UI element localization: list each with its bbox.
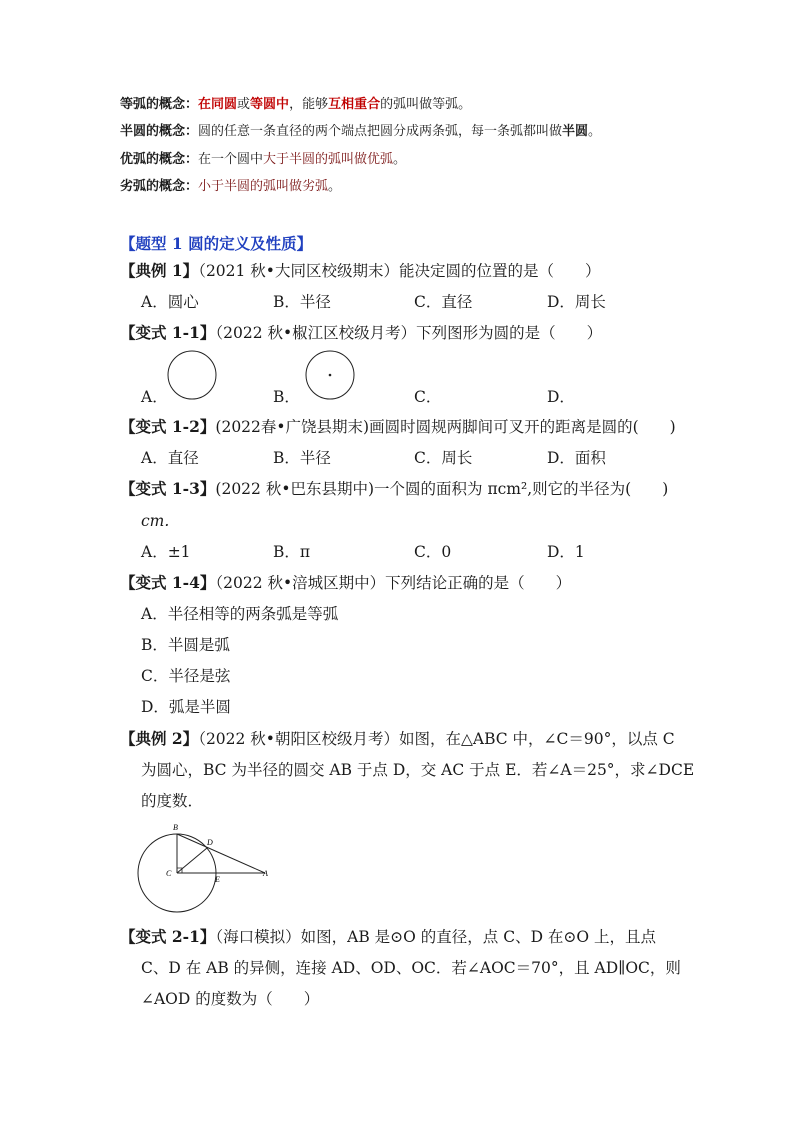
definition-text-segment: ，能够 (289, 97, 329, 112)
question-tag: 【变式 2-1】 (120, 927, 216, 946)
option-a: A．直径 (141, 449, 199, 467)
definition-equal-arc (120, 96, 471, 114)
question-text: （2022 秋•涪城区期中）下列结论正确的是（ ） (215, 574, 572, 592)
circle-figure-b (303, 351, 357, 401)
definition-text-segment: 在同圆 (198, 97, 238, 112)
question-tag: 【变式 1-4】 (120, 573, 216, 592)
question-text: （2022 秋•椒江区校级月考）下列图形为圆的是（ ） (215, 324, 603, 342)
question-variant-1-3 (120, 478, 668, 500)
question-text-line-2: C、D 在 AB 的异侧，连接 AD、OD、OC．若∠AOC＝70°，且 AD∥OC，则 (141, 959, 681, 977)
option-b: B．半圆是弧 (141, 636, 230, 654)
definition-text-segment: 互相重合 (328, 97, 381, 112)
definition-term: 优弧的概念： (120, 152, 199, 167)
question-variant-2-1 (120, 926, 656, 948)
question-text: （2021 秋•大同区校级期末）能决定圆的位置的是（ ） (198, 262, 601, 280)
definition-term: 等弧的概念： (120, 97, 199, 112)
option-b: B．半径 (273, 293, 331, 311)
definition-text-segment: 圆的任意一条直径的两个端点把圆分成两条弧，每一条弧都叫做 (198, 124, 563, 139)
option-c: C．0 (414, 543, 452, 561)
option-b: B．π (273, 543, 311, 561)
option-d: D．弧是半圆 (141, 698, 231, 716)
label-d: D (207, 838, 213, 847)
segment-ab (177, 834, 265, 873)
label-a: A (263, 869, 268, 878)
definition-text-segment: 大于半圆的弧叫做优弧 (263, 152, 394, 167)
definition-text-segment: 或 (237, 97, 251, 112)
question-text-line-1: （2022 秋•朝阳区校级月考）如图，在△ABC 中，∠C＝90°，以点 C (198, 730, 675, 748)
option-a: A．±1 (141, 543, 191, 561)
question-tag: 【变式 1-1】 (120, 323, 216, 342)
definition-text-segment: 在一个圆中 (198, 152, 264, 167)
section-title: 【题型 1 圆的定义及性质】 (120, 234, 313, 253)
definition-text-segment: 小于半圆的弧叫做劣弧 (198, 179, 329, 194)
question-tag: 【变式 1-3】 (120, 479, 216, 498)
definition-text-segment: 。 (393, 152, 407, 167)
definition-term: 半圆的概念： (120, 124, 199, 139)
question-variant-1-1 (120, 322, 602, 344)
option-c: C．周长 (414, 449, 473, 467)
definition-semicircle (120, 123, 601, 141)
definition-major-arc (120, 151, 406, 169)
question-text-line-3: ∠AOD 的度数为（ ） (141, 990, 320, 1008)
segment-cd (177, 848, 207, 873)
definition-text-segment: 半圆 (562, 124, 589, 139)
question-text-line-3: 的度数． (141, 792, 204, 810)
label-c: C (166, 869, 172, 878)
label-b: B (173, 823, 178, 832)
question-example-2 (120, 728, 675, 750)
question-variant-1-2 (120, 416, 676, 438)
option-c: C．直径 (414, 293, 473, 311)
option-d: D．面积 (547, 449, 606, 467)
option-d: D．1 (547, 543, 585, 561)
question-text: (2022春•广饶县期末)画圆时圆规两脚间可叉开的距离是圆的( ) (215, 418, 676, 436)
geometry-figure-triangle-circle (135, 818, 280, 918)
option-b: B． (273, 388, 300, 406)
definition-term: 劣弧的概念： (120, 179, 199, 194)
question-tag: 【典例 2】 (120, 729, 199, 748)
definition-text-segment: 等圆中 (250, 97, 290, 112)
definition-text-segment: 。 (588, 124, 602, 139)
option-c: C． (414, 388, 442, 406)
option-a: A．圆心 (141, 293, 199, 311)
question-tag: 【变式 1-2】 (120, 417, 216, 436)
question-unit-line: cm. (141, 512, 170, 530)
option-d: D． (547, 388, 575, 406)
option-c: C．半径是弦 (141, 667, 231, 685)
option-a: A． (141, 388, 168, 406)
circle-figure-a (165, 351, 219, 401)
option-d: D．周长 (547, 293, 606, 311)
question-text: (2022 秋•巴东县期中)一个圆的面积为 πcm²,则它的半径为( ) (215, 480, 669, 498)
question-text-line-1: （海口模拟）如图，AB 是⊙O 的直径，点 C、D 在⊙O 上，且点 (215, 928, 657, 946)
definition-text-segment: 的弧叫做等弧。 (380, 97, 472, 112)
question-text-line-2: 为圆心，BC 为半径的圆交 AB 于点 D，交 AC 于点 E．若∠A＝25°，求∠DCE (141, 761, 695, 779)
label-e: E (215, 875, 220, 884)
question-variant-1-4 (120, 572, 571, 594)
option-b: B．半径 (273, 449, 331, 467)
option-a: A．半径相等的两条弧是等弧 (141, 605, 339, 623)
question-tag: 【典例 1】 (120, 261, 199, 280)
definition-minor-arc (120, 178, 341, 196)
definition-text-segment: 。 (328, 179, 342, 194)
question-example-1 (120, 260, 600, 282)
